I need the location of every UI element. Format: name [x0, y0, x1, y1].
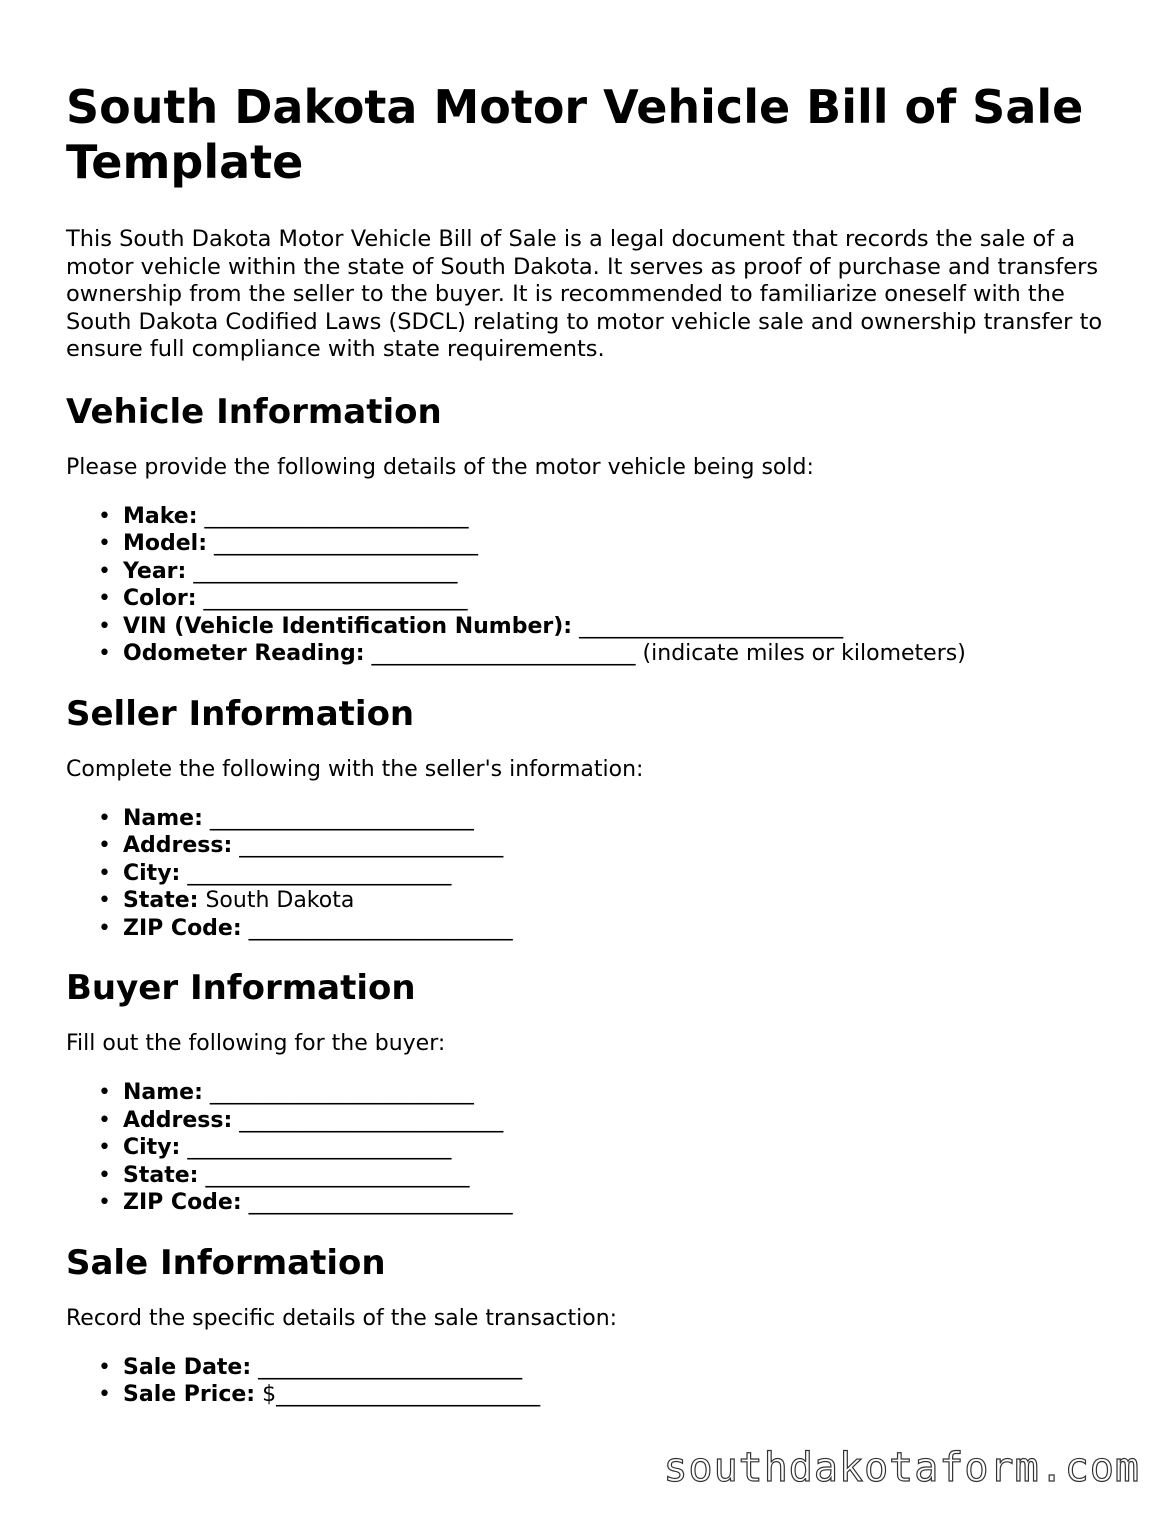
buyer-field-list	[66, 1079, 1126, 1217]
seller-lead: Complete the following with the seller's information:	[66, 756, 644, 782]
buyer-section	[66, 968, 1126, 1217]
vehicle-heading: Vehicle Information	[66, 391, 442, 432]
sale-field-list	[66, 1354, 1126, 1409]
buyer-zip-field[interactable]: • ZIP Code: ________________________	[123, 1189, 1126, 1217]
seller-city-field[interactable]: • City: ________________________	[123, 860, 1126, 888]
vehicle-odometer-field[interactable]: • Odometer Reading: ________________________ (indicate miles or kilometers)	[123, 640, 1126, 668]
buyer-name-field[interactable]: • Name: ________________________	[123, 1079, 1126, 1107]
vehicle-model-field[interactable]: • Model: ________________________	[123, 530, 1126, 558]
document-page	[66, 80, 1126, 1435]
sale-section	[66, 1243, 1126, 1409]
odometer-note: (indicate miles or kilometers)	[635, 641, 966, 666]
buyer-city-field[interactable]: • City: ________________________	[123, 1134, 1126, 1162]
watermark-text: southdakotaform.com	[663, 1445, 1140, 1491]
seller-section	[66, 694, 1126, 943]
vehicle-color-field[interactable]: • Color: ________________________	[123, 585, 1126, 613]
buyer-state-field[interactable]: • State: ________________________	[123, 1162, 1126, 1190]
vehicle-year-field[interactable]: • Year: ________________________	[123, 558, 1126, 586]
seller-field-list	[66, 805, 1126, 943]
buyer-address-field[interactable]: • Address: ________________________	[123, 1107, 1126, 1135]
seller-state-field: • State: South Dakota	[123, 887, 1126, 915]
vehicle-section	[66, 392, 1126, 668]
seller-name-field[interactable]: • Name: ________________________	[123, 805, 1126, 833]
vehicle-vin-field[interactable]: • VIN (Vehicle Identification Number): ________________________	[123, 613, 1126, 641]
vehicle-lead: Please provide the following details of the motor vehicle being sold:	[66, 454, 814, 480]
sale-price-field[interactable]: • Sale Price: $________________________	[123, 1381, 1126, 1409]
seller-heading: Seller Information	[66, 693, 415, 734]
buyer-lead: Fill out the following for the buyer:	[66, 1031, 446, 1056]
sale-date-field[interactable]: • Sale Date: ________________________	[123, 1354, 1126, 1382]
vehicle-make-field[interactable]: • Make: ________________________	[123, 503, 1126, 531]
buyer-heading: Buyer Information	[66, 968, 416, 1008]
vehicle-field-list	[66, 503, 1126, 668]
document-title: South Dakota Motor Vehicle Bill of Sale Template	[66, 80, 1084, 189]
sale-heading: Sale Information	[66, 1242, 386, 1283]
intro-paragraph: This South Dakota Motor Vehicle Bill of Sale is a legal document that records the sale of a motor vehicle within the state of South Dakota. It serves as proof of purchase and transfers ownership from the seller to the buyer. It is recommended to familiarize oneself with the South Dakota Codified Laws (SDCL) relating to motor vehicle sale and ownership transfer to ensure full compliance with state requirements.	[66, 226, 1103, 362]
seller-address-field[interactable]: • Address: ________________________	[123, 832, 1126, 860]
seller-zip-field[interactable]: • ZIP Code: ________________________	[123, 915, 1126, 943]
sale-lead: Record the specific details of the sale transaction:	[66, 1305, 618, 1331]
